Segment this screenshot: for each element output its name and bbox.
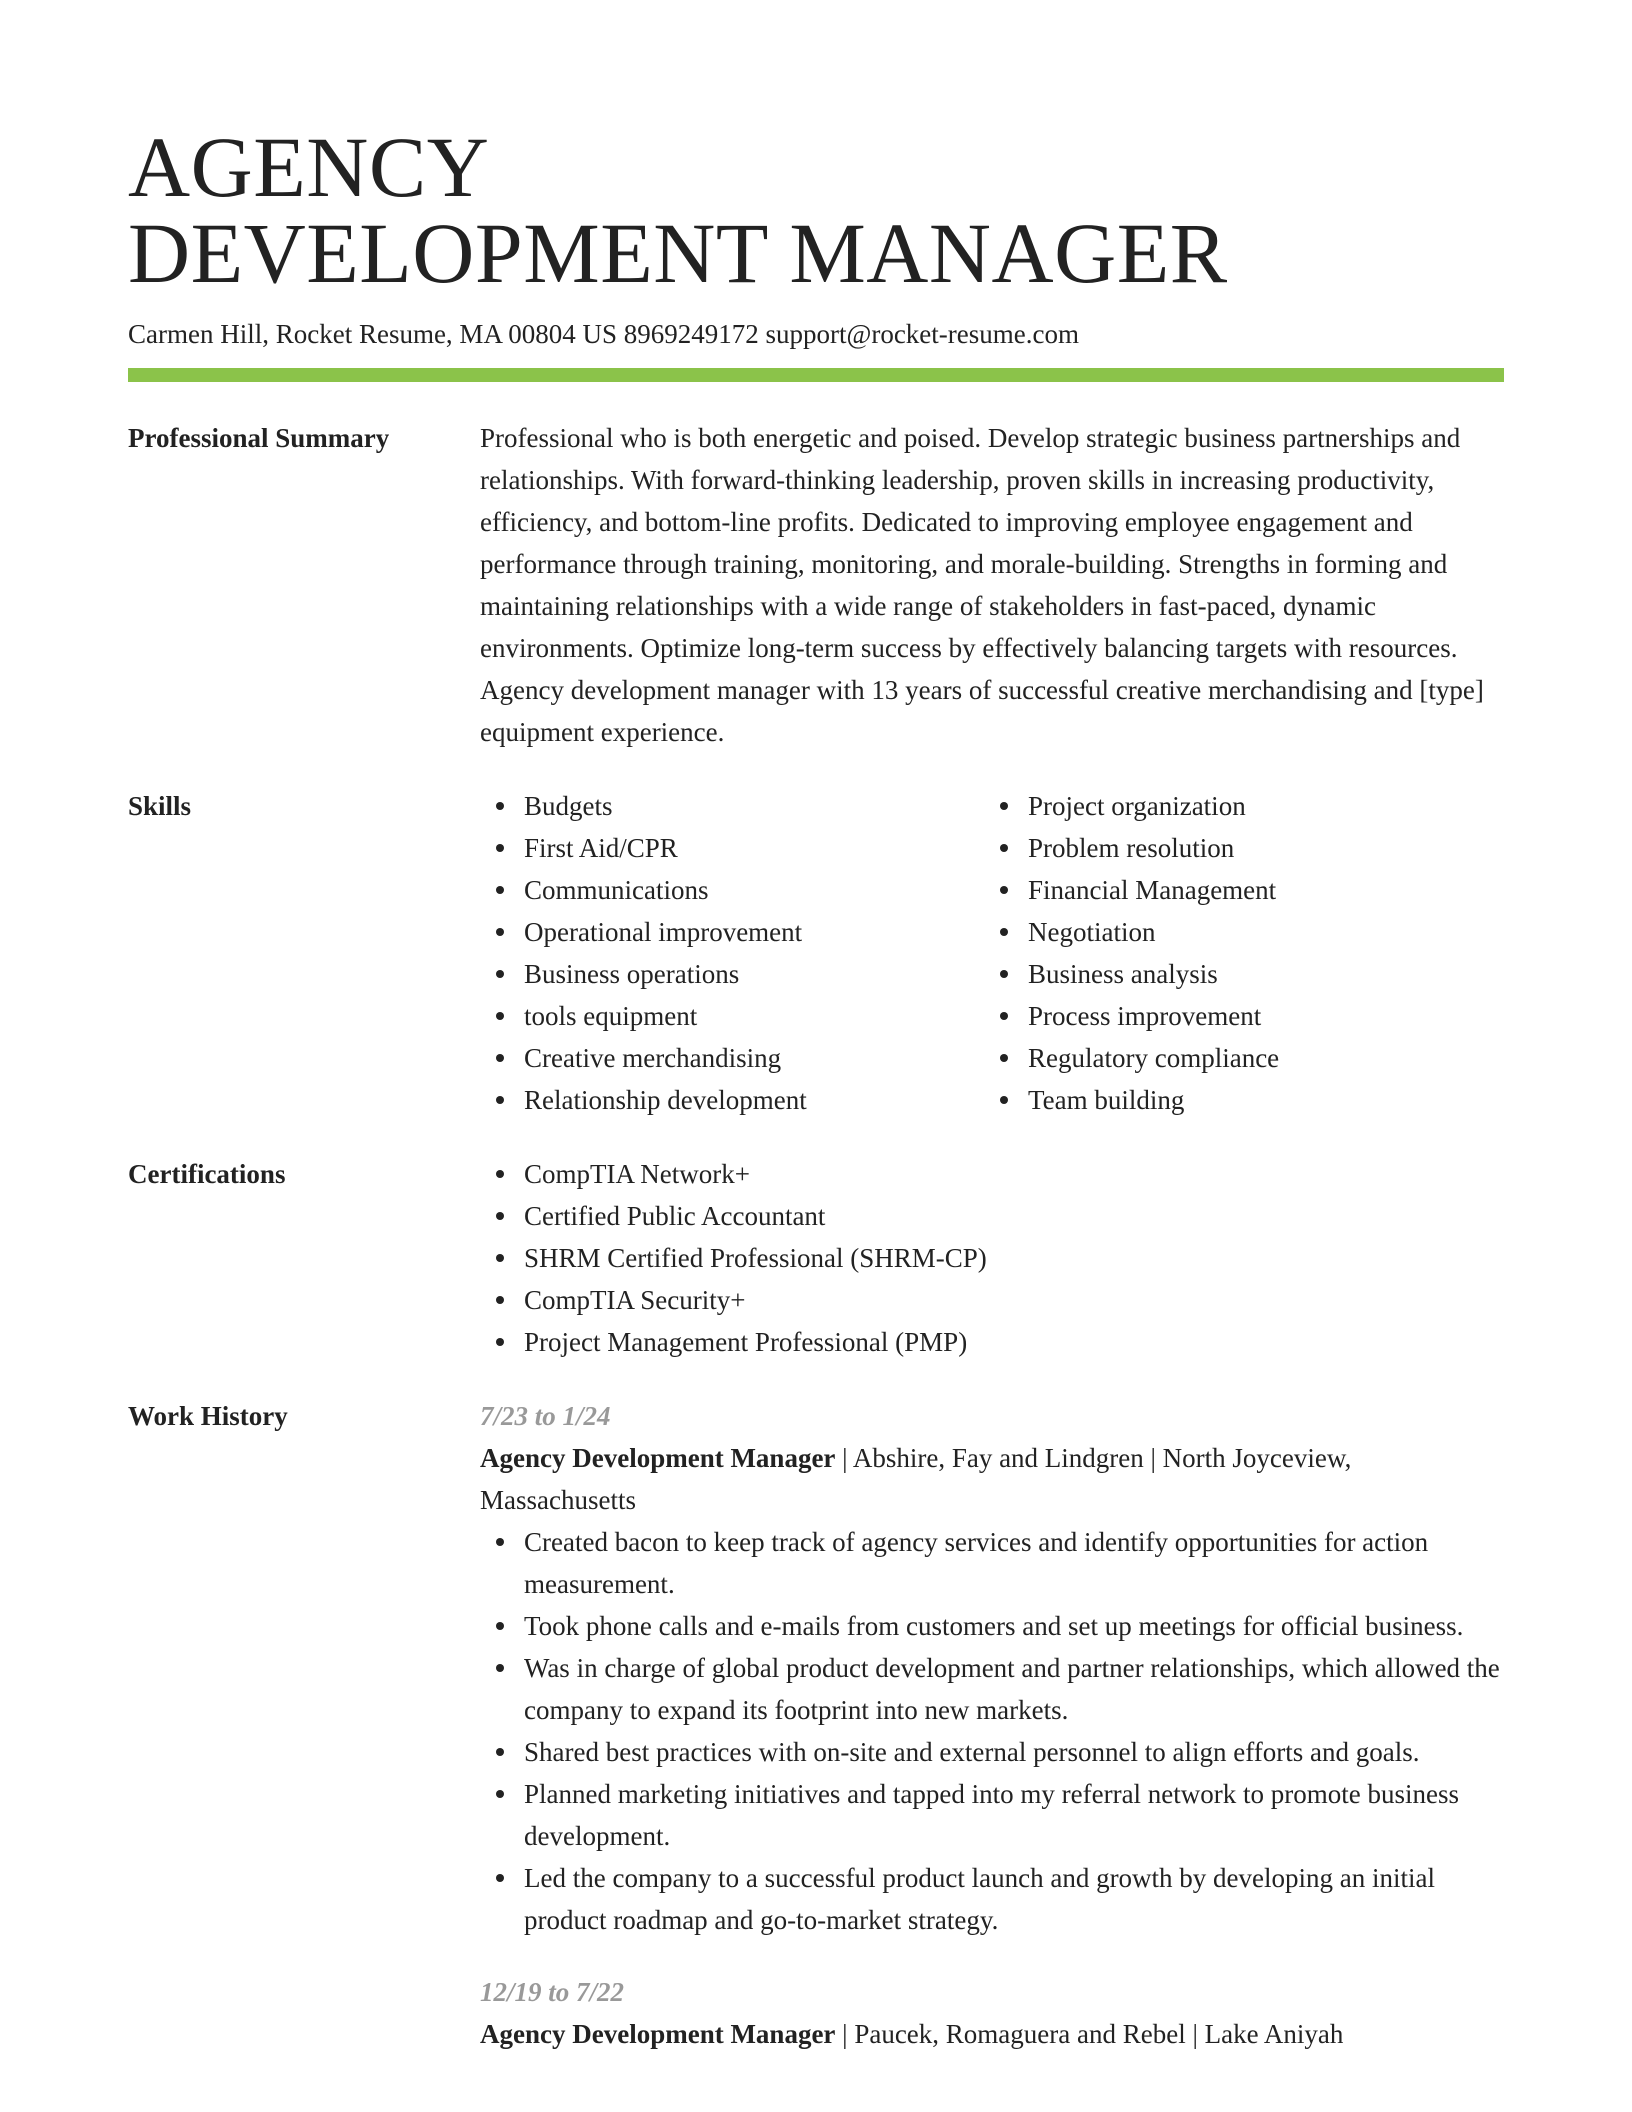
skill-item: Relationship development — [524, 1079, 984, 1121]
skill-item: Business operations — [524, 953, 984, 995]
skill-item: Operational improvement — [524, 911, 984, 953]
job-details: | Paucek, Romaguera and Rebel | Lake Aniyah — [835, 2019, 1344, 2049]
job-dates: 7/23 to 1/24 — [480, 1401, 611, 1431]
skill-item: Budgets — [524, 785, 984, 827]
skill-item: Process improvement — [1028, 995, 1488, 1037]
summary-label: Professional Summary — [128, 423, 390, 453]
job-bullet: Shared best practices with on-site and external personnel to align efforts and goals. — [524, 1731, 1504, 1773]
job-title: Agency Development Manager — [480, 1443, 836, 1473]
job-heading — [480, 2013, 1504, 2055]
certification-item: CompTIA Security+ — [524, 1279, 1504, 1321]
skill-item: Business analysis — [1028, 953, 1488, 995]
skills-body — [480, 785, 1504, 1121]
skills-column-1 — [480, 785, 984, 1121]
job-bullet: Led the company to a successful product launch and growth by developing an initial product roadmap and go-to-market strategy. — [524, 1857, 1504, 1941]
page-title — [128, 0, 1504, 301]
certification-item: SHRM Certified Professional (SHRM-CP) — [524, 1237, 1504, 1279]
certifications-label: Certifications — [128, 1159, 286, 1189]
skills-label: Skills — [128, 791, 192, 821]
resume-page — [128, 0, 1504, 2055]
work-history-label: Work History — [128, 1401, 288, 1431]
certifications-list — [480, 1153, 1504, 1363]
accent-divider — [128, 368, 1504, 382]
skill-item: tools equipment — [524, 995, 984, 1037]
job-bullet: Planned marketing initiatives and tapped into my referral network to promote business development. — [524, 1773, 1504, 1857]
job-title: Agency Development Manager — [480, 2019, 836, 2049]
summary-body — [480, 417, 1504, 753]
job-bullets — [480, 1521, 1504, 1941]
skill-item: First Aid/CPR — [524, 827, 984, 869]
work-history-body — [480, 1395, 1504, 2055]
summary-text: Professional who is both energetic and poised. Develop strategic business partnerships and relationships. With forward-thinking leadership, proven skills in increasing productivity, efficiency, and bottom-line profits. Dedicated to improving employee engagement and performance through training, monitoring, and morale-building. Strengths in forming and maintaining relationships with a wide range of stakeholders in fast-paced, dynamic environments. Optimize long-term success by effectively balancing targets with resources. Agency development manager with 13 years of successful creative merchandising and [type] equipment experience. — [480, 423, 1484, 747]
job-bullet: Created bacon to keep track of agency services and identify opportunities for action measurement. — [524, 1521, 1504, 1605]
certification-item: Certified Public Accountant — [524, 1195, 1504, 1237]
skill-item: Regulatory compliance — [1028, 1037, 1488, 1079]
certification-item: Project Management Professional (PMP) — [524, 1321, 1504, 1363]
job-dates: 12/19 to 7/22 — [480, 1977, 625, 2007]
job-heading — [480, 1437, 1504, 1521]
contact-line: Carmen Hill, Rocket Resume, MA 00804 US 8969249172 support@rocket-resume.com — [128, 319, 1079, 349]
title-line-2: DEVELOPMENT MANAGER — [128, 205, 1228, 301]
skill-item: Communications — [524, 869, 984, 911]
summary-section — [128, 417, 1504, 753]
skill-item: Problem resolution — [1028, 827, 1488, 869]
skill-item: Team building — [1028, 1079, 1488, 1121]
skill-item: Creative merchandising — [524, 1037, 984, 1079]
job-details: | Abshire, Fay and Lindgren | North Joyceview, Massachusetts — [480, 1443, 1352, 1515]
job-bullet: Was in charge of global product development and partner relationships, which allowed the company to expand its footprint into new markets. — [524, 1647, 1504, 1731]
job-entry — [480, 1971, 1504, 2055]
work-history-section — [128, 1395, 1504, 2055]
certification-item: CompTIA Network+ — [524, 1153, 1504, 1195]
skills-section — [128, 785, 1504, 1121]
job-bullet: Took phone calls and e-mails from customers and set up meetings for official business. — [524, 1605, 1504, 1647]
certifications-section — [128, 1153, 1504, 1363]
skill-item: Project organization — [1028, 785, 1488, 827]
certifications-body — [480, 1153, 1504, 1363]
title-line-1: AGENCY — [128, 119, 490, 215]
job-entry — [480, 1395, 1504, 1941]
skills-column-2 — [984, 785, 1488, 1121]
skill-item: Negotiation — [1028, 911, 1488, 953]
skill-item: Financial Management — [1028, 869, 1488, 911]
